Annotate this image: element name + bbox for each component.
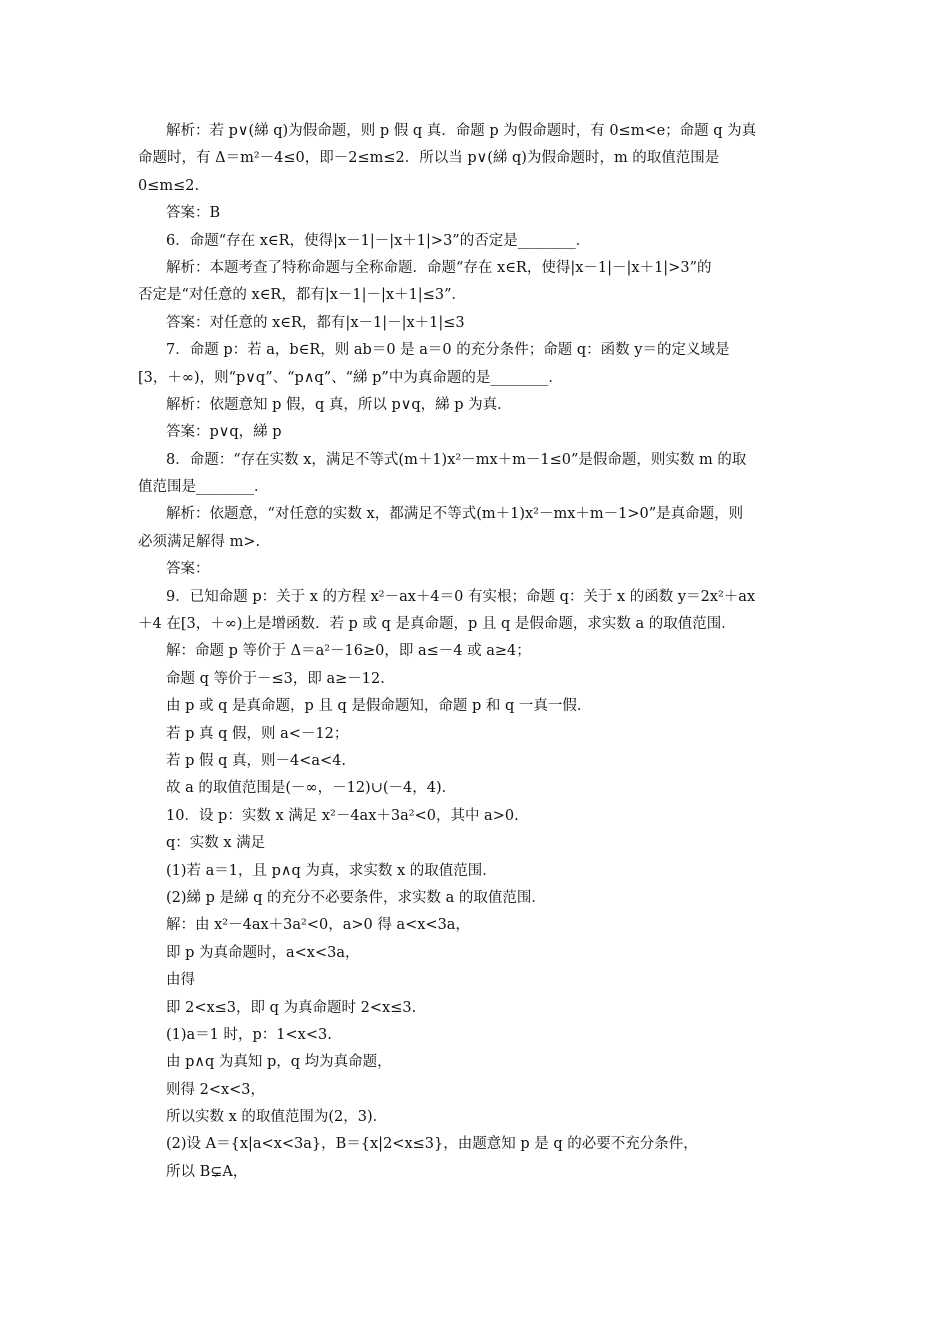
text-line: (2)綈 p 是綈 q 的充分不必要条件，求实数 a 的取值范围． xyxy=(166,889,546,906)
text-line: 7．命题 p：若 a，b∈R，则 ab＝0 是 a＝0 的充分条件；命题 q：函数 y＝的定义域是 xyxy=(166,342,730,359)
text-line: (1)a＝1 时，p：1<x<3. xyxy=(166,1026,332,1043)
text-line: ＋4 在[3，＋∞)上是增函数．若 p 或 q 是真命题，p 且 q 是假命题，求实数 a 的取值范围． xyxy=(138,616,736,633)
text-line: 6．命题“存在 x∈R，使得|x－1|－|x＋1|>3”的否定是________． xyxy=(166,232,591,249)
text-line: 答案： xyxy=(166,561,210,578)
text-line: q：实数 x 满足 xyxy=(166,835,266,852)
text-line: 所以 B⊊A， xyxy=(166,1163,248,1180)
text-line: 0≤m≤2. xyxy=(138,177,200,194)
text-line: 即 2<x≤3，即 q 为真命题时 2<x≤3. xyxy=(166,999,417,1016)
text-line: 由 p∧q 为真知 p，q 均为真命题， xyxy=(166,1054,392,1071)
text-line: [3，＋∞)，则“p∨q”、“p∧q”、“綈 p”中为真命题的是________． xyxy=(138,369,563,386)
text-line: 所以实数 x 的取值范围为(2，3)． xyxy=(166,1109,388,1126)
document-body xyxy=(138,118,818,1186)
text-line: 解析：依题意知 p 假，q 真，所以 p∨q，綈 p 为真． xyxy=(166,396,512,413)
text-line: 答案：p∨q，綈 p xyxy=(166,424,282,441)
text-line: 否定是“对任意的 x∈R，都有|x－1|－|x＋1|≤3”． xyxy=(138,287,466,304)
text-line: 若 p 真 q 假，则 a<－12； xyxy=(166,725,349,742)
text-line: 即 p 为真命题时，a<x<3a， xyxy=(166,944,360,961)
text-line: 由得 xyxy=(166,972,195,989)
text-line: 解析：依题意，“对任意的实数 x，都满足不等式(m＋1)x²－mx＋m－1>0”是真命题，则 xyxy=(166,506,744,523)
text-line: 若 p 假 q 真，则－4<a<4. xyxy=(166,752,347,769)
text-line: 答案：B xyxy=(166,205,221,222)
text-line: 命题 q 等价于－≤3，即 a≥－12. xyxy=(166,670,385,687)
text-line: 则得 2<x<3， xyxy=(166,1081,266,1098)
text-line: 8．命题：“存在实数 x，满足不等式(m＋1)x²－mx＋m－1≤0”是假命题，则实数 m 的取 xyxy=(166,451,747,468)
text-line: 必须满足解得 m>. xyxy=(138,533,261,550)
text-line: 值范围是________． xyxy=(138,479,269,496)
text-line: 故 a 的取值范围是(－∞，－12)∪(－4，4)． xyxy=(166,780,457,797)
text-line: 10．设 p：实数 x 满足 x²－4ax＋3a²<0，其中 a>0. xyxy=(166,807,519,824)
text-line: (2)设 A＝{x|a<x<3a}，B＝{x|2<x≤3}，由题意知 p 是 q 的必要不充分条件， xyxy=(166,1136,698,1153)
text-line: (1)若 a＝1，且 p∧q 为真，求实数 x 的取值范围． xyxy=(166,862,497,879)
text-line: 命题时，有 Δ＝m²－4≤0，即－2≤m≤2．所以当 p∨(綈 q)为假命题时，m 的取值范围是 xyxy=(138,150,720,167)
text-line: 9．已知命题 p：关于 x 的方程 x²－ax＋4＝0 有实根；命题 q：关于 x 的函数 y＝2x²＋ax xyxy=(166,588,756,605)
text-line: 解：命题 p 等价于 Δ＝a²－16≥0，即 a≤－4 或 a≥4； xyxy=(166,643,531,660)
text-line: 解：由 x²－4ax＋3a²<0，a>0 得 a<x<3a， xyxy=(166,917,470,934)
text-line: 答案：对任意的 x∈R，都有|x－1|－|x＋1|≤3 xyxy=(166,314,465,331)
text-line: 由 p 或 q 是真命题，p 且 q 是假命题知，命题 p 和 q 一真一假． xyxy=(166,698,592,715)
text-line: 解析：本题考查了特称命题与全称命题．命题“存在 x∈R，使得|x－1|－|x＋1|>3”的 xyxy=(166,259,712,276)
text-line: 解析：若 p∨(綈 q)为假命题，则 p 假 q 真．命题 p 为假命题时，有 0≤m<e；命题 q 为真 xyxy=(166,123,757,139)
